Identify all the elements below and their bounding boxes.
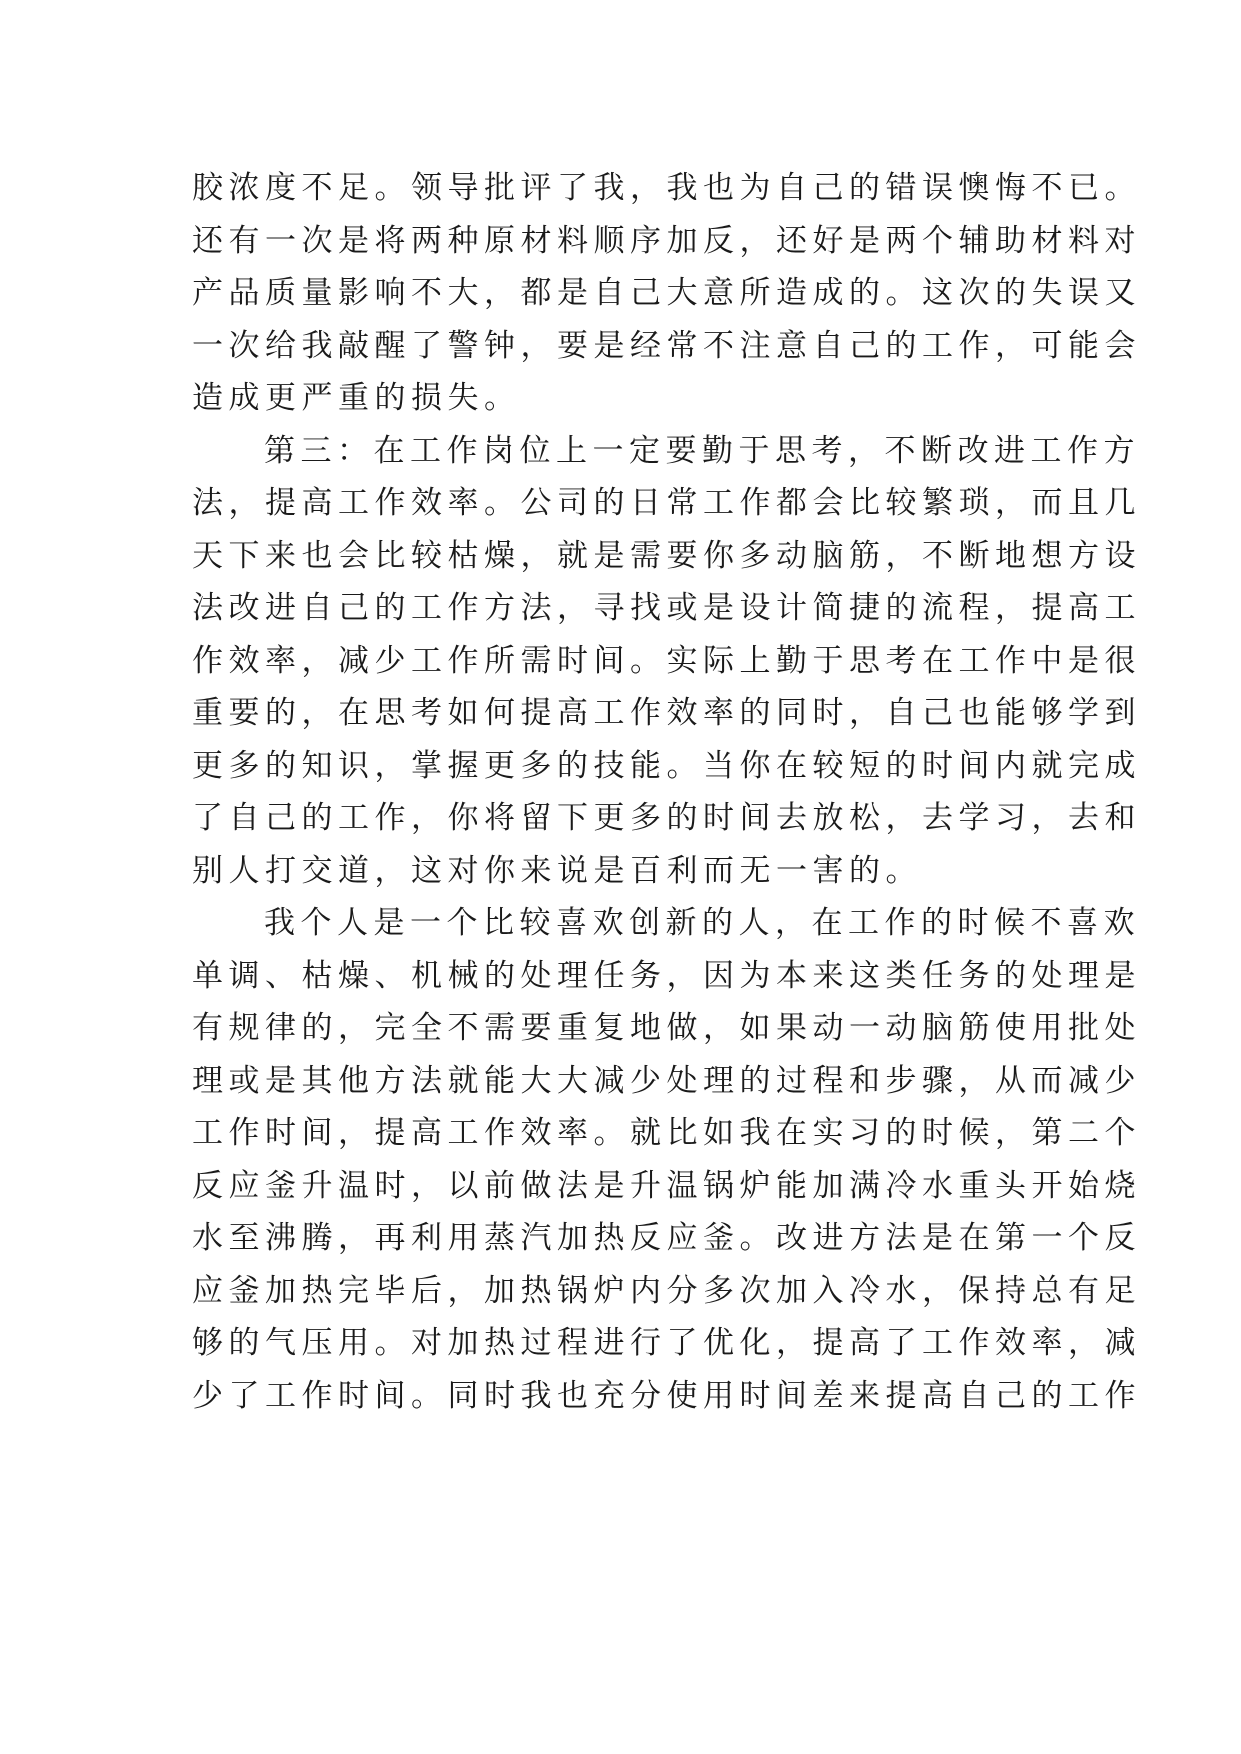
text-line: 产品质量影响不大，都是自己大意所造成的。这次的失误又 xyxy=(192,275,1141,311)
text-line: 一次给我敲醒了警钟，要是经常不注意自己的工作，可能会 xyxy=(192,327,1141,364)
body-text xyxy=(192,162,1141,1422)
text-line: 胶浓度不足。领导批评了我，我也为自己的错误懊悔不已。 xyxy=(192,170,1141,206)
text-line: 应釜加热完毕后，加热锅炉内分多次加入冷水，保持总有足 xyxy=(192,1272,1141,1309)
text-line: 有规律的，完全不需要重复地做，如果动一动脑筋使用批处 xyxy=(192,1010,1141,1046)
text-line: 造成更严重的损失。 xyxy=(192,380,521,416)
text-line: 更多的知识，掌握更多的技能。当你在较短的时间内就完成 xyxy=(192,747,1141,784)
paragraph-start-line: 我个人是一个比较喜欢创新的人，在工作的时候不喜欢 xyxy=(264,905,1140,941)
text-line: 理或是其他方法就能大大减少处理的过程和步骤，从而减少 xyxy=(192,1062,1141,1099)
text-line: 天下来也会比较枯燥，就是需要你多动脑筋，不断地想方设 xyxy=(192,537,1141,574)
text-line: 法改进自己的工作方法，寻找或是设计简捷的流程，提高工 xyxy=(192,590,1141,626)
text-line: 反应釜升温时，以前做法是升温锅炉能加满冷水重头开始烧 xyxy=(192,1167,1141,1204)
text-line: 还有一次是将两种原材料顺序加反，还好是两个辅助材料对 xyxy=(192,222,1141,259)
text-line: 了自己的工作，你将留下更多的时间去放松，去学习，去和 xyxy=(192,800,1141,836)
text-line: 单调、枯燥、机械的处理任务，因为本来这类任务的处理是 xyxy=(192,957,1141,994)
text-line: 重要的，在思考如何提高工作效率的同时，自己也能够学到 xyxy=(192,695,1141,731)
text-line: 作效率，减少工作所需时间。实际上勤于思考在工作中是很 xyxy=(192,642,1141,679)
text-line: 工作时间，提高工作效率。就比如我在实习的时候，第二个 xyxy=(192,1115,1141,1151)
paragraph-start-line: 第三：在工作岗位上一定要勤于思考，不断改进工作方 xyxy=(264,432,1140,469)
text-line: 少了工作时间。同时我也充分使用时间差来提高自己的工作 xyxy=(192,1377,1141,1414)
text-line: 水至沸腾，再利用蒸汽加热反应釜。改进方法是在第一个反 xyxy=(192,1220,1141,1256)
text-line: 别人打交道，这对你来说是百利而无一害的。 xyxy=(192,852,922,889)
text-line: 法，提高工作效率。公司的日常工作都会比较繁琐，而且几 xyxy=(192,485,1141,521)
text-line: 够的气压用。对加热过程进行了优化，提高了工作效率，减 xyxy=(192,1325,1141,1361)
